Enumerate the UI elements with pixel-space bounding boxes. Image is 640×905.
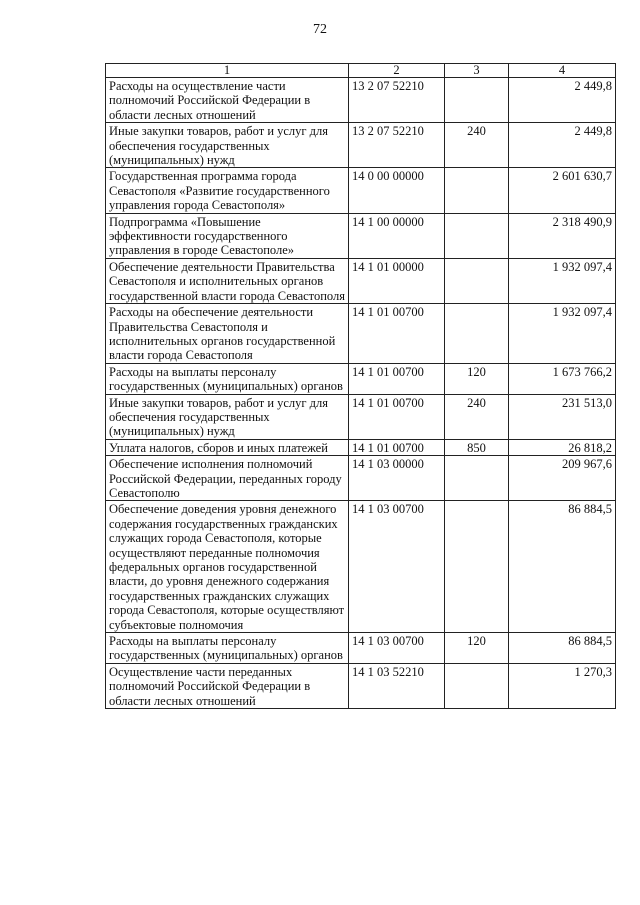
row-amount: 86 884,5 [509,501,616,633]
table-header-row [106,64,616,78]
row-kvr [445,663,509,708]
row-code: 14 1 03 00700 [349,633,445,664]
table-row [106,123,616,168]
table-row [106,633,616,664]
row-code: 14 1 01 00700 [349,439,445,455]
table-row [106,258,616,303]
row-kvr: 240 [445,123,509,168]
table-row [106,456,616,501]
row-amount: 2 449,8 [509,78,616,123]
row-kvr [445,501,509,633]
table-row [106,304,616,364]
row-amount: 2 318 490,9 [509,213,616,258]
row-code: 14 1 03 00000 [349,456,445,501]
row-kvr: 120 [445,363,509,394]
row-amount: 1 932 097,4 [509,304,616,364]
row-name: Расходы на выплаты персоналу государственных (муниципальных) органов [106,363,349,394]
row-name: Подпрограмма «Повышение эффективности государственного управления в городе Севастополе» [106,213,349,258]
row-amount: 1 673 766,2 [509,363,616,394]
row-code: 13 2 07 52210 [349,78,445,123]
row-code: 14 1 01 00700 [349,304,445,364]
row-code: 13 2 07 52210 [349,123,445,168]
table-row [106,439,616,455]
row-kvr [445,213,509,258]
row-amount: 231 513,0 [509,394,616,439]
column-header: 1 [106,64,349,78]
table-row [106,168,616,213]
row-amount: 26 818,2 [509,439,616,455]
row-name: Иные закупки товаров, работ и услуг для обеспечения государственных (муниципальных) нужд [106,123,349,168]
row-kvr [445,78,509,123]
row-name: Иные закупки товаров, работ и услуг для обеспечения государственных (муниципальных) нужд [106,394,349,439]
row-code: 14 1 00 00000 [349,213,445,258]
row-code: 14 1 03 52210 [349,663,445,708]
row-name: Уплата налогов, сборов и иных платежей [106,439,349,455]
row-kvr [445,456,509,501]
row-name: Расходы на обеспечение деятельности Правительства Севастополя и исполнительных органов государственной власти города Севастополя [106,304,349,364]
table-row [106,363,616,394]
table-row [106,501,616,633]
table-row [106,394,616,439]
row-kvr: 120 [445,633,509,664]
row-amount: 86 884,5 [509,633,616,664]
row-code: 14 1 03 00700 [349,501,445,633]
row-amount: 1 932 097,4 [509,258,616,303]
row-amount: 209 967,6 [509,456,616,501]
column-header: 4 [509,64,616,78]
column-header: 3 [445,64,509,78]
budget-table [105,63,616,709]
row-kvr [445,168,509,213]
row-name: Обеспечение доведения уровня денежного содержания государственных гражданских служащих города Севастополя, которые осуществляют переданные полномочия федеральных органов государственной власти, до уровня денежного содержания государственных гражданских служащих города Севастополя, которые осуществляют субъектовые полномочия [106,501,349,633]
row-kvr: 240 [445,394,509,439]
table-row [106,213,616,258]
row-name: Осуществление части переданных полномочий Российской Федерации в области лесных отношений [106,663,349,708]
row-kvr [445,304,509,364]
row-name: Расходы на выплаты персоналу государственных (муниципальных) органов [106,633,349,664]
table-row [106,78,616,123]
row-amount: 2 601 630,7 [509,168,616,213]
row-amount: 1 270,3 [509,663,616,708]
row-kvr [445,258,509,303]
table-row [106,663,616,708]
row-code: 14 1 01 00700 [349,394,445,439]
row-code: 14 1 01 00700 [349,363,445,394]
row-kvr: 850 [445,439,509,455]
row-name: Государственная программа города Севастополя «Развитие государственного управления города Севастополя» [106,168,349,213]
page-number: 72 [313,22,327,37]
row-name: Расходы на осуществление части полномочий Российской Федерации в области лесных отношений [106,78,349,123]
row-amount: 2 449,8 [509,123,616,168]
row-code: 14 0 00 00000 [349,168,445,213]
column-header: 2 [349,64,445,78]
row-name: Обеспечение деятельности Правительства Севастополя и исполнительных органов государственной власти города Севастополя [106,258,349,303]
row-code: 14 1 01 00000 [349,258,445,303]
row-name: Обеспечение исполнения полномочий Российской Федерации, переданных городу Севастополю [106,456,349,501]
